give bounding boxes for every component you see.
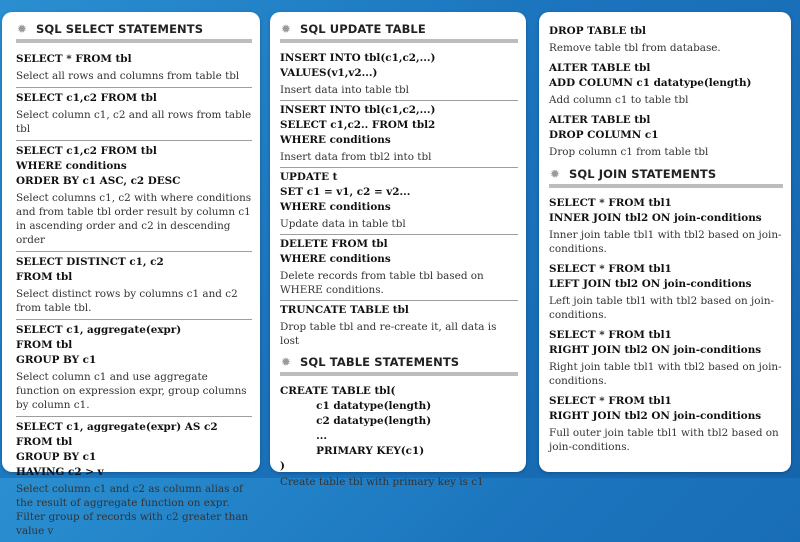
select-statements-card bbox=[2, 12, 260, 537]
sql-code: SELECT * FROM tbl1 LEFT JOIN tbl2 ON join-conditions bbox=[549, 263, 752, 290]
sql-description: Right join table tbl1 with tbl2 based on join-conditions. bbox=[549, 361, 782, 387]
gear-icon: ✹ bbox=[280, 355, 292, 369]
sql-code: SELECT c1,c2 FROM tbl bbox=[16, 92, 157, 104]
section-header-update bbox=[280, 22, 518, 43]
list-item bbox=[549, 262, 783, 328]
sql-description: Left join table tbl1 with tbl2 based on join-conditions. bbox=[549, 295, 775, 321]
sql-code: SELECT * FROM tbl bbox=[16, 53, 132, 65]
sql-code: SELECT * FROM tbl1 RIGHT JOIN tbl2 ON join-conditions bbox=[549, 329, 762, 356]
list-item bbox=[549, 328, 783, 394]
sql-description: Select all rows and columns from table tbl bbox=[16, 70, 240, 82]
sql-description: Insert data into table tbl bbox=[280, 84, 409, 96]
list-item bbox=[16, 141, 252, 252]
sql-code: CREATE TABLE tbl( c1 datatype(length) c2 datatype(length) ... PRIMARY KEY(c1) ) bbox=[280, 385, 432, 472]
list-item bbox=[280, 49, 518, 101]
sql-code: INSERT INTO tbl(c1,c2,...) SELECT c1,c2.. FROM tbl2 WHERE conditions bbox=[280, 104, 436, 146]
sql-code: DELETE FROM tbl WHERE conditions bbox=[280, 238, 391, 265]
list-item bbox=[280, 168, 518, 235]
sql-description: Drop column c1 from table tbl bbox=[549, 146, 709, 158]
sql-code: ALTER TABLE tbl DROP COLUMN c1 bbox=[549, 114, 659, 141]
sql-code: SELECT * FROM tbl1 INNER JOIN tbl2 ON join-conditions bbox=[549, 197, 762, 224]
sql-description: Update data in table tbl bbox=[280, 218, 406, 230]
list-item bbox=[16, 320, 252, 417]
list-item bbox=[549, 61, 783, 113]
sql-description: Select column c1, c2 and all rows from table tbl bbox=[16, 109, 252, 135]
sql-code: TRUNCATE TABLE tbl bbox=[280, 304, 409, 316]
update-table-card bbox=[270, 12, 526, 488]
list-item bbox=[16, 49, 252, 88]
list-item bbox=[16, 88, 252, 141]
sql-description: Add column c1 to table tbl bbox=[549, 94, 689, 106]
sql-code: ALTER TABLE tbl ADD COLUMN c1 datatype(length) bbox=[549, 62, 752, 89]
sql-description: Select columns c1, c2 with where conditions and from table tbl order result by column c1 in ascending order and c2 in descending order bbox=[16, 192, 252, 246]
sql-description: Select distinct rows by columns c1 and c2 from table tbl. bbox=[16, 288, 238, 314]
list-item bbox=[549, 196, 783, 262]
sql-code: SELECT c1, aggregate(expr) FROM tbl GROUP BY c1 bbox=[16, 324, 182, 366]
sql-code: SELECT c1, aggregate(expr) AS c2 FROM tbl GROUP BY c1 HAVING c2 > v bbox=[16, 421, 218, 478]
list-item bbox=[280, 301, 518, 351]
sql-code: SELECT c1,c2 FROM tbl WHERE conditions ORDER BY c1 ASC, c2 DESC bbox=[16, 145, 181, 187]
list-item bbox=[16, 252, 252, 320]
section-title-table: SQL TABLE STATEMENTS bbox=[300, 355, 460, 369]
sql-code: DROP TABLE tbl bbox=[549, 25, 646, 37]
section-header-join bbox=[549, 167, 783, 188]
gear-icon: ✹ bbox=[549, 167, 561, 181]
gear-icon: ✹ bbox=[280, 22, 292, 36]
sql-description: Select column c1 and use aggregate function on expression expr, group columns by column c1. bbox=[16, 371, 247, 411]
section-header-table bbox=[280, 355, 518, 376]
gear-icon: ✹ bbox=[16, 22, 28, 36]
sql-description: Inner join table tbl1 with tbl2 based on join-conditions. bbox=[549, 229, 782, 255]
sql-code: SELECT * FROM tbl1 RIGHT JOIN tbl2 ON join-conditions bbox=[549, 395, 762, 422]
sql-description: Delete records from table tbl based on WHERE conditions. bbox=[280, 270, 484, 296]
list-item bbox=[16, 417, 252, 542]
sql-description: Create table tbl with primary key is c1 bbox=[280, 476, 484, 488]
sql-code: SELECT DISTINCT c1, c2 FROM tbl bbox=[16, 256, 164, 283]
sql-description: Select column c1 and c2 as column alias of the result of aggregate function on expr. Filter group of records with c2 greater than value v bbox=[16, 483, 249, 537]
list-item bbox=[280, 101, 518, 168]
sql-description: Remove table tbl from database. bbox=[549, 42, 721, 54]
drop-alter-join-card bbox=[539, 12, 791, 472]
list-item bbox=[280, 235, 518, 301]
list-item bbox=[280, 382, 518, 492]
sql-description: Drop table tbl and re-create it, all data is lost bbox=[280, 321, 497, 347]
sql-code: INSERT INTO tbl(c1,c2,...) VALUES(v1,v2...) bbox=[280, 52, 436, 79]
sql-code: UPDATE t SET c1 = v1, c2 = v2... WHERE conditions bbox=[280, 171, 411, 213]
section-title-select: SQL SELECT STATEMENTS bbox=[36, 22, 204, 36]
sql-description: Insert data from tbl2 into tbl bbox=[280, 151, 432, 163]
section-title-update: SQL UPDATE TABLE bbox=[300, 22, 426, 36]
list-item bbox=[549, 24, 783, 61]
sql-description: Full outer join table tbl1 with tbl2 based on join-conditions. bbox=[549, 427, 779, 453]
section-title-join: SQL JOIN STATEMENTS bbox=[569, 167, 717, 181]
list-item bbox=[549, 113, 783, 165]
list-item bbox=[549, 394, 783, 460]
section-header-select bbox=[16, 22, 252, 43]
